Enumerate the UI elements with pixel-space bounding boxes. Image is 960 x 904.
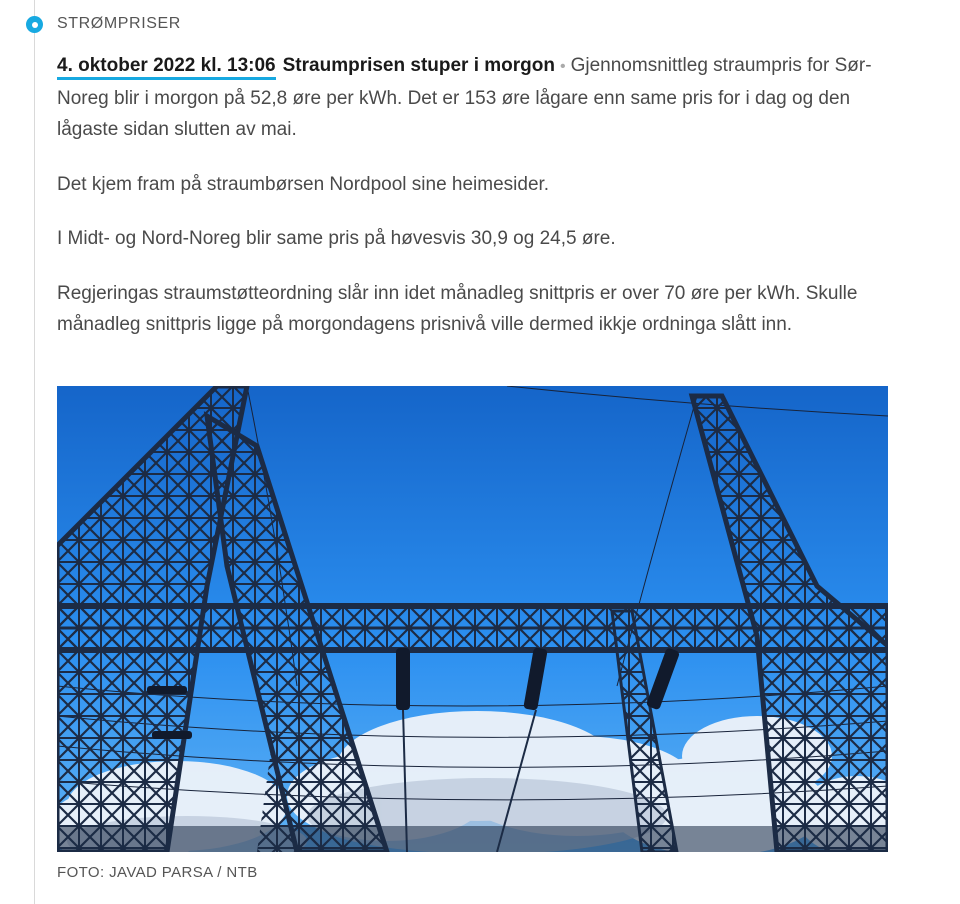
article-photo[interactable] <box>57 386 888 852</box>
bullet-separator: • <box>560 58 566 75</box>
post-headline: Straumprisen stuper i morgon <box>282 55 555 76</box>
paragraph: I Midt- og Nord-Noreg blir same pris på høvesvis 30,9 og 24,5 øre. <box>57 228 616 249</box>
category-label: STRØMPRISER <box>57 15 181 32</box>
photo-caption: FOTO: JAVAD PARSA / NTB <box>57 864 258 881</box>
post-lead-text: Gjennomsnittleg straumpris for Sør-Noreg blir i morgon på 52,8 øre per kWh. Det er 153 øre lågare enn same pris for i dag og den lågaste sidan slutten av mai. <box>57 55 872 140</box>
power-pylons-illustration <box>57 386 888 852</box>
live-post <box>57 50 897 341</box>
post-lead <box>57 50 897 146</box>
post-timestamp[interactable]: 4. oktober 2022 kl. 13:06 <box>57 55 276 80</box>
timeline-line <box>34 0 35 904</box>
paragraph: Det kjem fram på straumbørsen Nordpool sine heimesider. <box>57 173 550 195</box>
timeline-dot-icon <box>26 16 43 33</box>
paragraph: Regjeringas straumstøtteordning slår inn idet månadleg snittpris er over 70 øre per kWh. Skulle månadleg snittpris ligge på morgondagens prisnivå ville dermed ikkje ordninga slått inn. <box>57 282 858 335</box>
